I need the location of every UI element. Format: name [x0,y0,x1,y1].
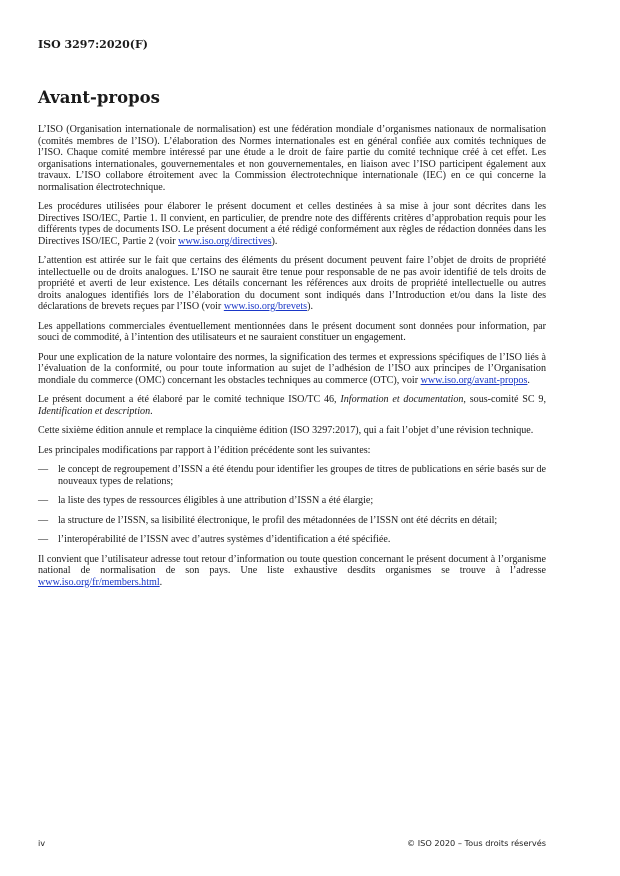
paragraph-committee [38,394,546,417]
paragraph-text: , sous-comité SC 9, [463,394,546,405]
paragraph-end: . [527,374,530,386]
paragraph-text: Les procédures utilisées pour élaborer le présent document et celles destinées à sa mise à jour sont décrites dans les Directives ISO/IEC, Partie 1. Il convient, en particulier, de prendre note des différents critères d’approbation requis pour les différents types de documents ISO. Le présent document a été rédigé conformément aux règles de rédaction données dans les Directives ISO/IEC, Partie 2 (voir [38,201,546,247]
foreword-link[interactable]: www.iso.org/avant-propos [420,374,528,386]
paragraph-text: Pour une explication de la nature volontaire des normes, la signification des termes et expressions spécifiques de l’ISO liés à l’évaluation de la conformité, ou pour toute information au sujet de l’adhésion de l’ISO aux principes de l’Organisation mondiale du commerce (OMC) concernant les obstacles techniques au commerce (OTC), voir [38,351,546,386]
paragraph-end: . [150,405,153,417]
paragraph-iso-intro: L’ISO (Organisation internationale de normalisation) est une fédération mondiale d’organismes nationaux de normalisation (comités membres de l’ISO). L’élaboration des Normes internationales est en général confiée aux comités techniques de l’ISO. Chaque comité membre intéressé par une étude a le droit de faire partie du comité technique créé à cet effet. Les organisations internationales, gouvernementales et non gouvernementales, en liaison avec l’ISO participent également aux travaux. L’ISO collabore étroitement avec la Commission électrotechnique internationale (IEC) en ce qui concerne la normalisation électrotechnique. [38,124,546,193]
page-title: Avant-propos [38,88,160,107]
foreword-body [38,124,546,596]
list-dash: — [38,464,49,475]
list-dash: — [38,495,49,506]
subcommittee-title: Identification et description [38,405,151,417]
members-link[interactable]: www.iso.org/fr/members.html [38,576,160,588]
list-dash: — [38,534,49,545]
paragraph-text: L’attention est attirée sur le fait que certains des éléments du présent document peuvent faire l’objet de droits de propriété intellectuelle ou de droits analogues. L’ISO ne saurait être tenue pour responsable de ne pas avoir identifié de tels droits de propriété et averti de leur existence. Les détails concernant les références aux droits de propriété intellectuelle ou autres droits analogues identifiés lors de l’élaboration du document sont indiqués dans l’Introduction et/ou dans la liste des déclarations de brevets reçues par l’ISO (voir [38,255,546,312]
committee-title: Information et documentation [340,394,464,405]
document-id: ISO 3297:2020(F) [38,38,149,51]
paragraph-feedback [38,554,546,589]
paragraph-end: ). [271,235,278,247]
list-item-text: la structure de l’ISSN, sa lisibilité électronique, le profil des métadonnées de l’ISSN ont été décrits en détail; [58,514,498,526]
list-item-text: la liste des types de ressources éligibles à une attribution d’ISSN a été élargie; [58,495,374,506]
list-item [38,495,546,507]
list-dash: — [38,514,49,526]
paragraph-procedures [38,201,546,247]
list-item [38,464,546,487]
paragraph-text: Il convient que l’utilisateur adresse tout retour d’information ou toute question concernant le présent document à l’organisme national de normalisation de son pays. Une liste exhaustive desdits organismes se trouve à l’adresse [38,553,546,576]
copyright-notice: © ISO 2020 – Tous droits réservés [406,838,546,848]
paragraph-end: ). [307,301,313,312]
paragraph-edition: Cette sixième édition annule et remplace la cinquième édition (ISO 3297:2017), qui a fait l’objet d’une révision technique. [38,425,534,436]
page-number: iv [38,838,46,848]
list-item [38,515,546,527]
list-item-text: le concept de regroupement d’ISSN a été étendu pour identifier les groupes de titres de publications en série basés sur de nouveaux types de relations; [58,464,546,487]
page-footer [38,838,546,852]
paragraph-trade-names: Les appellations commerciales éventuellement mentionnées dans le présent document sont données pour information, par souci de commodité, à l’intention des utilisateurs et ne sauraient constituer un engagement. [38,320,546,343]
list-item [38,534,546,546]
paragraph-end: . [159,576,163,588]
paragraph-patents [38,255,546,313]
paragraph-voluntary-nature [38,352,546,387]
directives-link[interactable]: www.iso.org/directives [178,235,272,247]
changes-list [38,464,546,546]
paragraph-changes-intro: Les principales modifications par rapport à l’édition précédente sont les suivantes: [38,444,371,456]
list-item-text: l’interopérabilité de l’ISSN avec d’autres systèmes d’identification a été spécifiée. [58,534,391,545]
patents-link[interactable]: www.iso.org/brevets [223,301,308,312]
paragraph-text: Le présent document a été élaboré par le comité technique ISO/TC 46, [38,394,341,405]
